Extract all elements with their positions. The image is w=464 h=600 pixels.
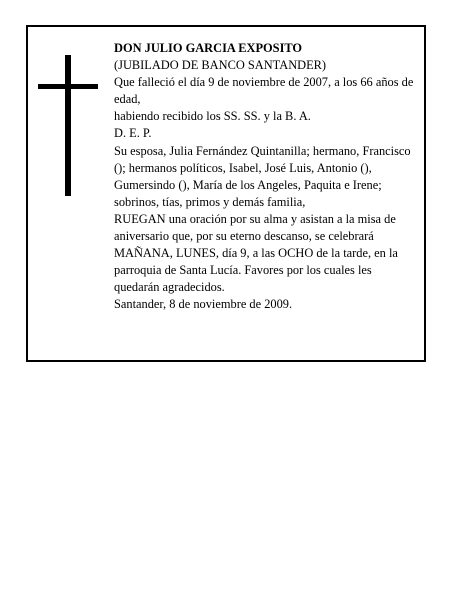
- family-paragraph: Su esposa, Julia Fernández Quintanilla; hermano, Francisco (); hermanos políticos, Isabel, José Luis, Antonio (), Gumersindo (), María de los Angeles, Paquita e Irene; sobrinos, tías, primos y demás familia,: [114, 143, 411, 209]
- cross-vertical-bar: [65, 55, 71, 196]
- cross-horizontal-bar: [38, 84, 98, 89]
- place-and-date: Santander, 8 de noviembre de 2009.: [114, 297, 293, 312]
- obituary-text-block: [114, 40, 416, 314]
- death-details: Que falleció el día 9 de noviembre de 2007, a los 66 años de edad,: [114, 75, 414, 107]
- sacraments-line: habiendo recibido los SS. SS. y la B. A.: [114, 109, 311, 124]
- mass-request-paragraph: RUEGAN una oración por su alma y asistan a la misa de aniversario que, por su eterno descanso, se celebrará MAÑANA, LUNES, día 9, a las OCHO de la tarde, en la parroquia de Santa Lucía. Favores por los cuales les quedarán agradecidos.: [114, 211, 398, 295]
- deceased-occupation: (JUBILADO DE BANCO SANTANDER): [114, 58, 327, 73]
- deceased-name: DON JULIO GARCIA EXPOSITO: [114, 41, 303, 55]
- rip-line: D. E. P.: [114, 126, 152, 141]
